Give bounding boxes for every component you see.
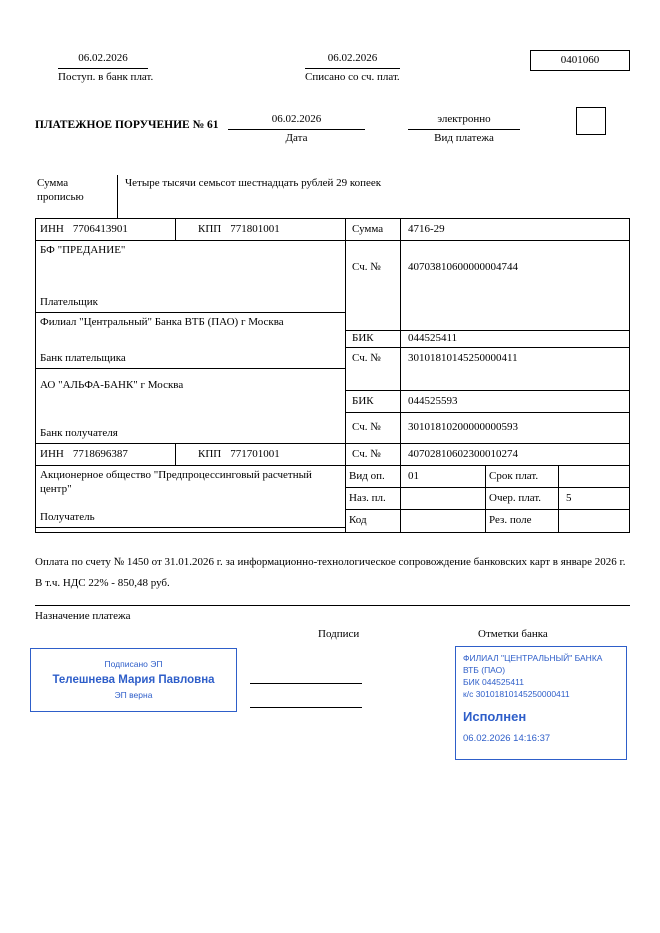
form-code: 0401060 (560, 54, 600, 66)
received-date-label: Поступ. в банк плат. (58, 70, 154, 83)
beneficiary-bank-account: 30101810200000000593 (408, 421, 518, 434)
signature-line-2 (250, 690, 362, 708)
beneficiary-inn-kpp-row (36, 444, 345, 466)
payment-kind-label: Вид платежа (434, 131, 494, 144)
received-date-field (58, 52, 154, 85)
beneficiary-bank-name: АО "АЛЬФА-БАНК" г Москва (40, 379, 184, 391)
beneficiary-kpp-cell (176, 444, 280, 465)
payer-account: 40703810600000004744 (408, 261, 518, 273)
payer-name: БФ "ПРЕДАНИЕ" (40, 244, 126, 256)
code-value (401, 510, 486, 532)
inn-label: ИНН (40, 447, 64, 460)
esign-signer-name: Телешнева Мария Павловна (52, 673, 215, 686)
debited-date: 06.02.2026 (305, 52, 400, 69)
purpose-section (35, 556, 630, 624)
bank-stamp-bank-line2: ВТБ (ПАО) (463, 664, 506, 675)
beneficiary-name: Акционерное общество "Предпроцессинговый расчетный центр" (40, 469, 312, 495)
table-left-column (36, 219, 346, 532)
document-title: ПЛАТЕЖНОЕ ПОРУЧЕНИЕ № 61 (35, 119, 219, 131)
payer-label: Плательщик (40, 296, 98, 309)
bank-stamp-status: Исполнен (463, 708, 527, 724)
inn-label: ИНН (40, 222, 64, 235)
doc-date-field (228, 113, 365, 146)
payer-bank-bik: 044525411 (408, 332, 458, 345)
payer-bank-account: 30101810145250000411 (408, 352, 518, 364)
payment-table (35, 218, 630, 533)
payer-bank-name: Филиал "Центральный" Банка ВТБ (ПАО) г Москва (40, 316, 284, 328)
esign-line3: ЭП верна (114, 690, 153, 701)
payer-inn: 7706413901 (72, 222, 128, 235)
beneficiary-kpp: 771701001 (230, 447, 280, 460)
bank-stamp-bank-line1: ФИЛИАЛ "ЦЕНТРАЛЬНЫЙ" БАНКА (463, 653, 603, 663)
payer-inn-cell (36, 219, 176, 240)
table-right-column (346, 219, 629, 532)
account-label: Сч. № (346, 413, 401, 443)
beneficiary-bank-cell (36, 369, 345, 444)
op-type-value: 01 (401, 466, 486, 487)
signature-line-1 (250, 648, 362, 684)
purpose-vat: В т.ч. НДС 22% - 850,48 руб. (35, 576, 170, 589)
code-label: Код (346, 510, 401, 532)
beneficiary-account-row (346, 444, 629, 466)
amount-in-words-row (35, 175, 630, 218)
account-label: Сч. № (346, 444, 401, 465)
payment-type-box (576, 107, 606, 135)
priority-label: Очер. плат. (486, 488, 559, 509)
sum-value: 4716-29 (408, 222, 445, 235)
bank-stamp-bik: БИК 044525411 (463, 676, 524, 687)
beneficiary-account: 40702810602300010274 (408, 447, 518, 460)
amount-words-value: Четыре тысячи семьсот шестнадцать рублей 29 копеек (125, 177, 382, 189)
beneficiary-cell (36, 466, 345, 528)
beneficiary-bank-label: Банк получателя (40, 427, 118, 440)
code-row (346, 510, 629, 532)
priority-row (346, 488, 629, 510)
bank-stamp-datetime: 06.02.2026 14:16:37 (463, 732, 551, 744)
received-date: 06.02.2026 (58, 52, 148, 69)
payer-bank-cell (36, 313, 345, 369)
payment-kind-field (408, 113, 520, 146)
term-value (559, 466, 566, 487)
op-type-label: Вид оп. (346, 466, 401, 487)
kpp-label: КПП (198, 222, 222, 235)
term-label: Срок плат. (486, 466, 559, 487)
purpose-text: Оплата по счету № 1450 от 31.01.2026 г. за информационно-технологическое сопровождение банковских карт в январе 2026 г. (35, 556, 626, 568)
kpp-label: КПП (198, 447, 222, 460)
debited-date-label: Списано со сч. плат. (305, 70, 400, 83)
reserve-label: Рез. поле (486, 510, 559, 532)
beneficiary-bank-bik: 044525593 (408, 394, 458, 407)
account-label: Сч. № (346, 348, 401, 390)
priority-value: 5 (566, 491, 572, 504)
payer-account-row (346, 241, 629, 331)
payer-bank-bik-row (346, 331, 629, 348)
payer-kpp-cell (176, 219, 280, 240)
payer-kpp: 771801001 (230, 222, 280, 235)
amount-words-label: Сумма прописью (35, 175, 118, 218)
op-type-row (346, 466, 629, 488)
signatures-label: Подписи (318, 628, 360, 640)
bik-label: БИК (346, 331, 401, 347)
purpose-label: Назначение платежа (35, 610, 131, 622)
naz-label: Наз. пл. (346, 488, 401, 509)
esign-line1: Подписано ЭП (104, 659, 163, 670)
account-label: Сч. № (346, 241, 401, 330)
debited-date-field (305, 52, 400, 85)
doc-date-label: Дата (285, 131, 308, 144)
doc-date: 06.02.2026 (228, 113, 365, 130)
bank-marks-label: Отметки банка (478, 628, 548, 640)
beneficiary-inn-cell (36, 444, 176, 465)
beneficiary-inn: 7718696387 (72, 447, 128, 460)
beneficiary-label: Получатель (40, 511, 95, 524)
payment-kind: электронно (408, 113, 520, 130)
naz-value (401, 488, 486, 509)
sum-label: Сумма (346, 219, 401, 240)
amount-row (346, 219, 629, 241)
bik-label: БИК (346, 391, 401, 412)
payer-bank-account-row (346, 348, 629, 391)
bank-stamp-corr: к/с 30101810145250000411 (463, 688, 570, 699)
payer-inn-kpp-row (36, 219, 345, 241)
beneficiary-bank-account-row (346, 413, 629, 444)
reserve-value (559, 510, 566, 532)
beneficiary-bank-bik-row (346, 391, 629, 413)
purpose-body (35, 556, 630, 606)
bank-stamp (455, 646, 627, 760)
payer-bank-label: Банк плательщика (40, 352, 126, 365)
form-code-box (530, 50, 630, 71)
esign-stamp (30, 648, 237, 712)
payer-cell (36, 241, 345, 313)
